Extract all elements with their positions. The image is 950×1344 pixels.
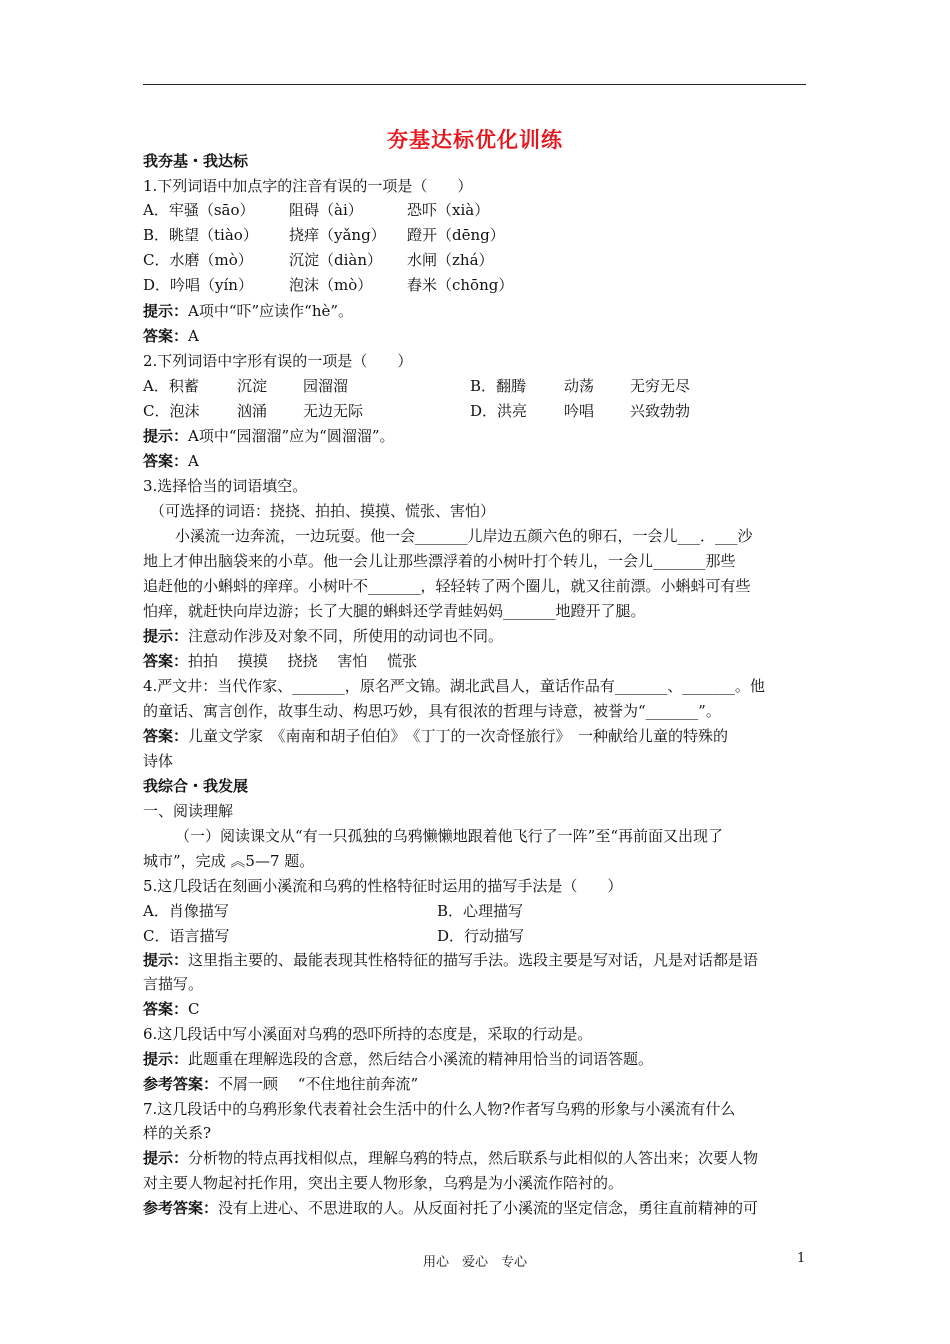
q6-hint: 提示：此题重在理解选段的含意，然后结合小溪流的精神用恰当的词语答题。 — [143, 1050, 654, 1068]
q1-option-b: B．眺望（tiào） 挠痒（yǎng） 蹬开（dēng） — [143, 226, 505, 244]
q1-option-c: C．水磨（mò） 沉淀（diàn） 水闸（zhá） — [143, 251, 494, 269]
section-heading-2: 我综合・我发展 — [143, 777, 249, 795]
reading-intro-line: （一）阅读课文从“有一只孤独的乌鸦懒懒地跟着他飞行了一阵”至“再前面又出现了 — [175, 827, 724, 845]
header-rule — [143, 84, 806, 85]
q3-hint: 提示：注意动作涉及对象不同，所使用的动词也不同。 — [143, 627, 504, 645]
q4-stem-line: 的童话、寓言创作，故事生动、构思巧妙，具有很浓的哲理与诗意，被誉为“_______”。 — [143, 702, 721, 720]
q3-paragraph-line: 追赶他的小蝌蚪的痒痒。小树叶不_______，轻轻转了两个圈儿，就又往前漂。小蝌蚪可有些 — [143, 577, 751, 595]
q6-stem: 6.这几段话中写小溪面对乌鸦的恐吓所持的态度是，采取的行动是。 — [143, 1025, 593, 1043]
q1-option-d: D．吟唱（yín） 泡沫（mò） 舂米（chōng） — [143, 276, 514, 294]
section-heading-1: 我夯基・我达标 — [143, 152, 249, 170]
q3-paragraph-line: 地上才伸出脑袋来的小草。他一会儿让那些漂浮着的小树叶打个转儿，一会儿_______那些 — [143, 552, 736, 570]
q6-reference-answer: 参考答案：不屑一顾 “不住地往前奔流” — [143, 1075, 419, 1093]
q4-answer: 答案：儿童文学家 《南南和胡子伯伯》 《丁丁的一次奇怪旅行》 一种献给儿童的特殊的 — [143, 727, 729, 745]
q1-option-a: A．牢骚（sāo） 阻碍（ài） 恐吓（xià） — [143, 201, 490, 219]
q1-answer: 答案：A — [143, 327, 199, 345]
q7-stem-line: 7.这几段话中的乌鸦形象代表着社会生活中的什么人物?作者写乌鸦的形象与小溪流有什么 — [143, 1100, 736, 1118]
q5-hint-cont: 言描写。 — [143, 975, 204, 993]
q5-stem: 5.这几段话在刻画小溪流和乌鸦的性格特征时运用的描写手法是（ ） — [143, 877, 623, 895]
q2-stem: 2.下列词语中字形有误的一项是（ ） — [143, 352, 413, 370]
q7-reference-answer: 参考答案：没有上进心、不思进取的人。从反面衬托了小溪流的坚定信念，勇往直前精神的可 — [143, 1199, 759, 1217]
q7-stem-line: 样的关系? — [143, 1124, 212, 1142]
q3-paragraph-line: 小溪流一边奔流，一边玩耍。他一会_______儿岸边五颜六色的卵石，一会儿___．___沙 — [175, 527, 753, 545]
q7-hint: 提示：分析物的特点再找相似点，理解乌鸦的特点，然后联系与此相似的人答出来；次要人物 — [143, 1149, 759, 1167]
part-heading: 一、阅读理解 — [143, 802, 234, 820]
q5-hint: 提示：这里指主要的、最能表现其性格特征的描写手法。选段主要是写对话，凡是对话都是语 — [143, 951, 759, 969]
q5-options-ab: A．肖像描写 B．心理描写 — [143, 902, 524, 920]
q4-answer-cont: 诗体 — [143, 752, 174, 770]
q2-options-cd: C．泡沫 汹涌 无边无际 D．洪亮 吟唱 兴致勃勃 — [143, 402, 691, 420]
q3-options: （可选择的词语：挠挠、拍拍、摸摸、慌张、害怕） — [150, 502, 496, 520]
page-title: 夯基达标优化训练 — [387, 128, 563, 152]
page-number: 1 — [797, 1251, 806, 1266]
q2-answer: 答案：A — [143, 452, 199, 470]
q3-paragraph-line: 怕痒，就赶快向岸边游；长了大腿的蝌蚪还学青蛙妈妈_______地蹬开了腿。 — [143, 602, 646, 620]
q7-hint-cont: 对主要人物起衬托作用，突出主要人物形象，乌鸦是为小溪流作陪衬的。 — [143, 1174, 624, 1192]
q3-stem: 3.选择恰当的词语填空。 — [143, 477, 308, 495]
q3-answer: 答案：拍拍 摸摸 挠挠 害怕 慌张 — [143, 652, 418, 670]
q2-options-ab: A．积蓄 沉淀 园溜溜 B．翻腾 动荡 无穷无尽 — [143, 377, 691, 395]
footer-motto: 用心 爱心 专心 — [422, 1255, 527, 1270]
q1-hint: 提示：A项中“吓”应读作“hè”。 — [143, 302, 354, 320]
reading-intro-line: 城市”，完成 ︽5—7 题。 — [143, 852, 315, 870]
q2-hint: 提示：A项中“园溜溜”应为“圆溜溜”。 — [143, 427, 395, 445]
q4-stem-line: 4.严文井：当代作家、_______，原名严文锦。湖北武昌人，童话作品有_______、_______。他 — [143, 677, 765, 695]
q5-options-cd: C．语言描写 D．行动描写 — [143, 927, 525, 945]
q1-stem: 1.下列词语中加点字的注音有误的一项是（ ） — [143, 177, 473, 195]
q5-answer: 答案：C — [143, 1000, 200, 1018]
